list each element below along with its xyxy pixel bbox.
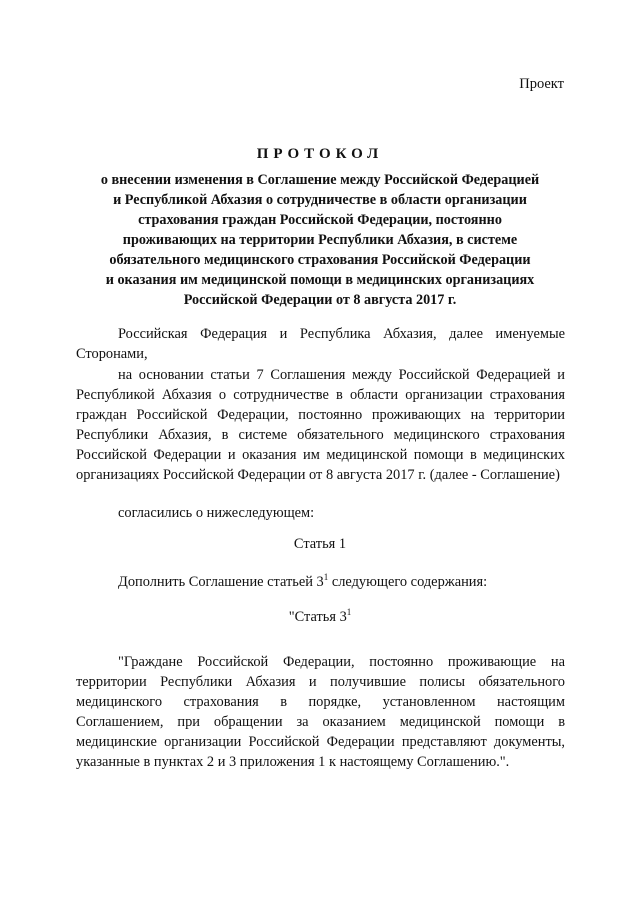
parties-paragraph: Российская Федерация и Республика Абхазия, далее именуемые Сторонами, [76,326,565,362]
subtitle-line: Российской Федерации от 8 августа 2017 г. [183,292,457,308]
amendment-text-tail: следующего содержания: [328,574,488,590]
document-subtitle [80,170,560,310]
new-article-paragraph: "Граждане Российской Федерации, постоянно проживающие на территории Республики Абхазия и получившие полисы обязательного медицинского страхования в порядке, установленном настоящим Соглашением, при обращении за оказанием медицинской помощи в медицинские организации Российской Федерации представляют документы, указанные в пунктах 2 и 3 приложения 1 к настоящему Соглашению.". [76,654,565,770]
basis-paragraph: на основании статьи 7 Соглашения между Российской Федерацией и Республикой Абхазия о сотрудничестве в области организации страхования граждан Российской Федерации, постоянно проживающих на территории Республики Абхазия, в системе обязательного медицинского страхования Российской Федерации и оказания им медицинской помощи в медицинских организациях Российской Федерации от 8 августа 2017 г. (далее - Соглашение) [76,367,565,483]
subtitle-line: о внесении изменения в Соглашение между Российской Федерацией [100,172,540,188]
subtitle-line: обязательного медицинского страхования Российской Федерации [109,252,531,268]
subtitle-line: страхования граждан Российской Федерации, постоянно [138,212,502,228]
amendment-text: Дополнить Соглашение статьей 3 [118,574,324,590]
document-title: ПРОТОКОЛ [256,146,384,162]
new-article-heading-text: "Статья 3 [288,609,347,625]
article-1-heading: Статья 1 [293,536,347,552]
subtitle-line: и Республикой Абхазия о сотрудничестве в области организации [113,192,527,208]
agreed-paragraph: согласились о нижеследующем: [118,505,315,521]
new-article-heading [0,609,640,626]
subtitle-line: проживающих на территории Республики Абхазия, в системе [122,232,518,248]
subtitle-line: и оказания им медицинской помощи в медицинских организациях [105,272,535,288]
amendment-paragraph [76,572,565,592]
draft-label: Проект [519,76,564,92]
amendment-superscript: 1 [323,572,329,583]
new-article-superscript: 1 [346,607,352,618]
